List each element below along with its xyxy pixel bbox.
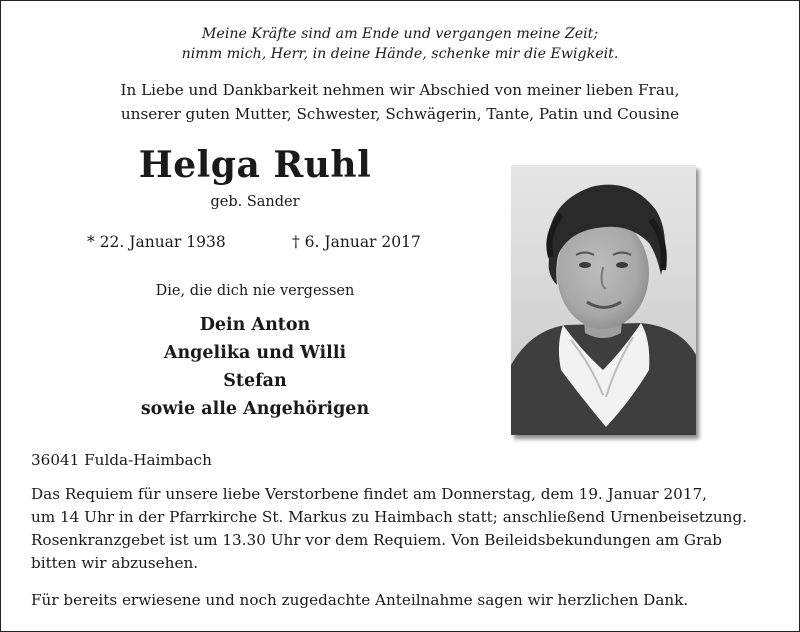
place-of-residence: 36041 Fulda-Haimbach: [31, 451, 212, 469]
mourner-name: sowie alle Angehörigen: [140, 399, 370, 419]
remember-text: Die, die dich nie vergessen: [155, 283, 355, 299]
death-date: † 6. Januar 2017: [292, 233, 421, 251]
motto-verse: [0, 24, 800, 64]
requiem-line-2: um 14 Uhr in der Pfarrkirche St. Markus zu Haimbach statt; anschließend Urnenbeisetzung.: [31, 508, 747, 526]
deceased-name: Helga Ruhl: [138, 144, 372, 186]
requiem-line-3: Rosenkranzgebet ist um 13.30 Uhr vor dem Requiem. Von Beileidsbekundungen am Grab: [31, 531, 723, 549]
portrait-photo: [511, 165, 696, 435]
maiden-name: geb. Sander: [210, 194, 300, 210]
thanks-text: Für bereits erwiesene und noch zugedachte Anteilnahme sagen wir herzlichen Dank.: [31, 591, 689, 609]
mourner-name: Angelika und Willi: [163, 343, 347, 363]
intro-line-2: unserer guten Mutter, Schwester, Schwägerin, Tante, Patin und Cousine: [120, 105, 680, 123]
mourner-name: Dein Anton: [199, 315, 311, 335]
motto-line-1: Meine Kräfte sind am Ende und vergangen meine Zeit;: [201, 26, 599, 42]
requiem-line-1: Das Requiem für unsere liebe Verstorbene findet am Donnerstag, dem 19. Januar 2017,: [31, 485, 707, 503]
motto-line-2: nimm mich, Herr, in deine Hände, schenke mir die Ewigkeit.: [181, 46, 619, 62]
requiem-announcement: [31, 483, 771, 575]
mourners-list: [100, 311, 410, 423]
birth-date: * 22. Januar 1938: [87, 233, 226, 251]
portrait-illustration: [511, 165, 696, 435]
intro-text: [0, 78, 800, 126]
mourner-name: Stefan: [223, 371, 287, 391]
intro-line-1: In Liebe und Dankbarkeit nehmen wir Abschied von meiner lieben Frau,: [120, 81, 680, 99]
requiem-line-4: bitten wir abzusehen.: [31, 554, 199, 572]
